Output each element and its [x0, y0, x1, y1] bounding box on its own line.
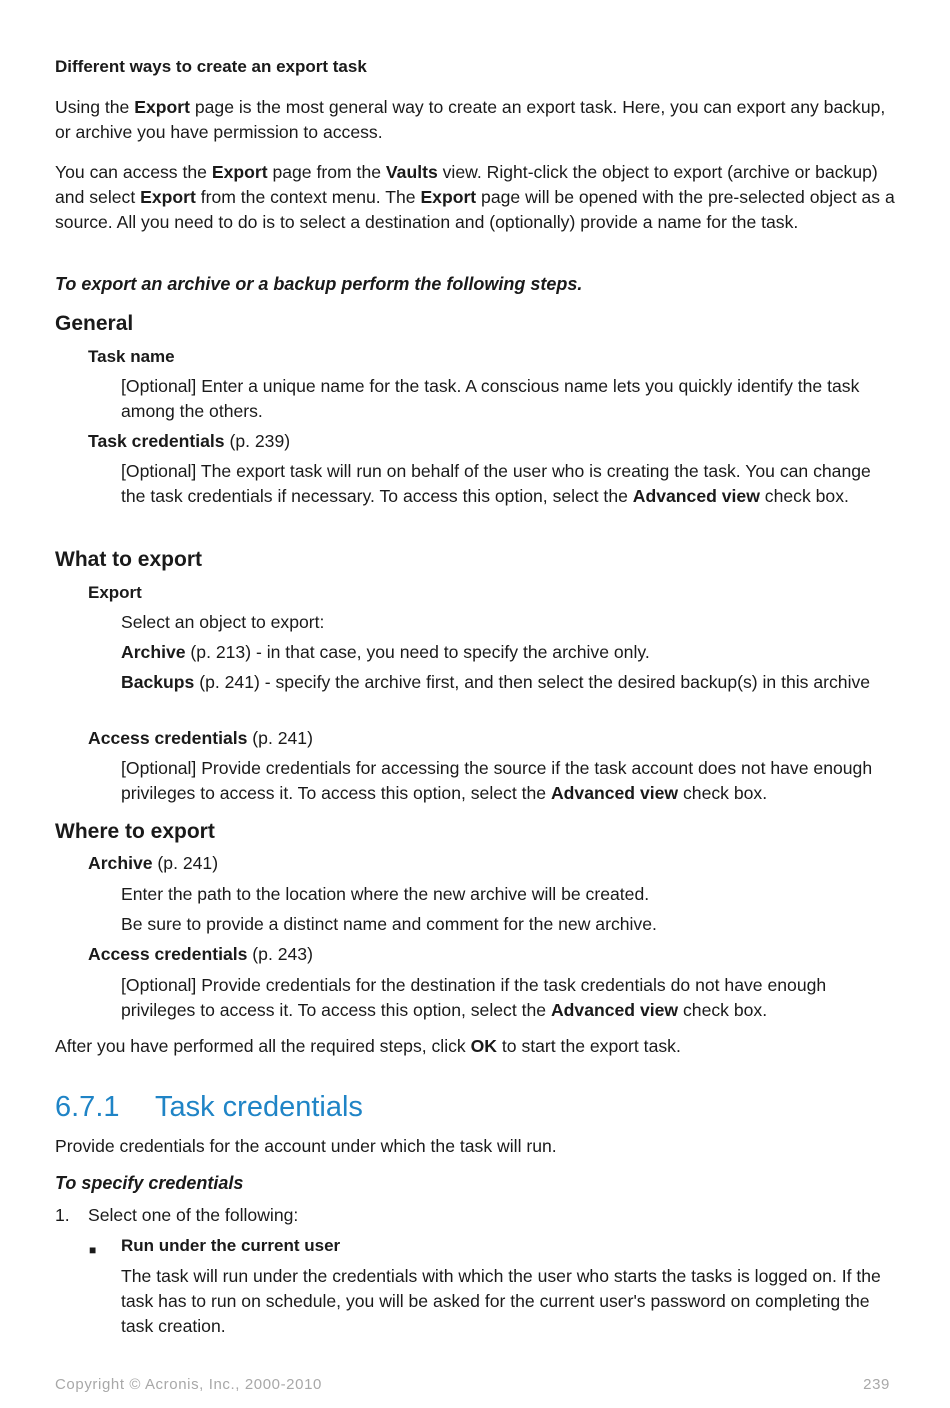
section-general-title: General [55, 312, 134, 335]
export-backups-option: Backups (p. 241) - specify the archive first, and then select the desired backup(s) in this archive [121, 672, 871, 692]
source-access-credentials-heading: Access credentials (p. 241) [88, 728, 313, 748]
step-1-number: 1. [55, 1205, 70, 1225]
section-title: Task credentials [155, 1091, 363, 1123]
destination-access-credentials-heading: Access credentials (p. 243) [88, 944, 313, 964]
intro-heading: Different ways to create an export task [55, 57, 367, 76]
bullet-run-under-current-user-text: The task will run under the credentials with which the user who starts the tasks is logged on. If the task has to run on schedule, you will be asked for the current user's password on completing the task creation. [121, 1266, 881, 1336]
footer-copyright: Copyright © Acronis, Inc., 2000-2010 [55, 1376, 322, 1393]
source-access-credentials-text: [Optional] Provide credentials for accessing the source if the task account does not have enough privileges to access it. To access this option, select the Advanced view check box. [121, 758, 873, 803]
intro-paragraph-2: You can access the Export page from the Vaults view. Right-click the object to export (archive or backup) and select Export from the context menu. The Export page will be opened with the pre-selected object as a source. All you need to do is to select a destination and (optionally) provide a name for the task. [55, 162, 895, 232]
task-credentials-heading: Task credentials (p. 239) [88, 431, 291, 451]
export-label: Export [88, 583, 142, 602]
task-name-label: Task name [88, 347, 175, 366]
section-intro: Provide credentials for the account under which the task will run. [55, 1136, 557, 1156]
export-archive-option: Archive (p. 213) - in that case, you need to specify the archive only. [121, 642, 650, 662]
bullet-run-under-current-user-label: Run under the current user [121, 1236, 341, 1255]
export-select-text: Select an object to export: [121, 612, 325, 632]
destination-archive-text-1: Enter the path to the location where the new archive will be created. [121, 884, 650, 904]
destination-archive-heading: Archive (p. 241) [88, 853, 219, 873]
intro-paragraph-1: Using the Export page is the most general way to create an export task. Here, you can export any backup, or archive you have permission to access. [55, 97, 886, 142]
task-credentials-text: [Optional] The export task will run on behalf of the user who is creating the task. You can change the task credentials if necessary. To access this option, select the Advanced view check box. [121, 461, 871, 506]
square-bullet-icon: ■ [89, 1243, 97, 1257]
section-number: 6.7.1 [55, 1091, 120, 1123]
destination-archive-text-2: Be sure to provide a distinct name and comment for the new archive. [121, 914, 657, 934]
after-steps-text: After you have performed all the required steps, click OK to start the export task. [55, 1036, 681, 1056]
step-1-text: Select one of the following: [88, 1205, 299, 1225]
procedure-heading: To specify credentials [55, 1173, 244, 1193]
steps-heading: To export an archive or a backup perform the following steps. [55, 274, 583, 294]
destination-access-credentials-text: [Optional] Provide credentials for the destination if the task credentials do not have enough privileges to access it. To access this option, select the Advanced view check box. [121, 975, 827, 1020]
section-where-title: Where to export [55, 820, 215, 843]
section-heading-6-7-1 [55, 1090, 363, 1124]
task-name-text: [Optional] Enter a unique name for the task. A conscious name lets you quickly identify the task among the others. [121, 376, 860, 421]
section-what-title: What to export [55, 548, 202, 571]
footer-page-number: 239 [863, 1376, 890, 1393]
